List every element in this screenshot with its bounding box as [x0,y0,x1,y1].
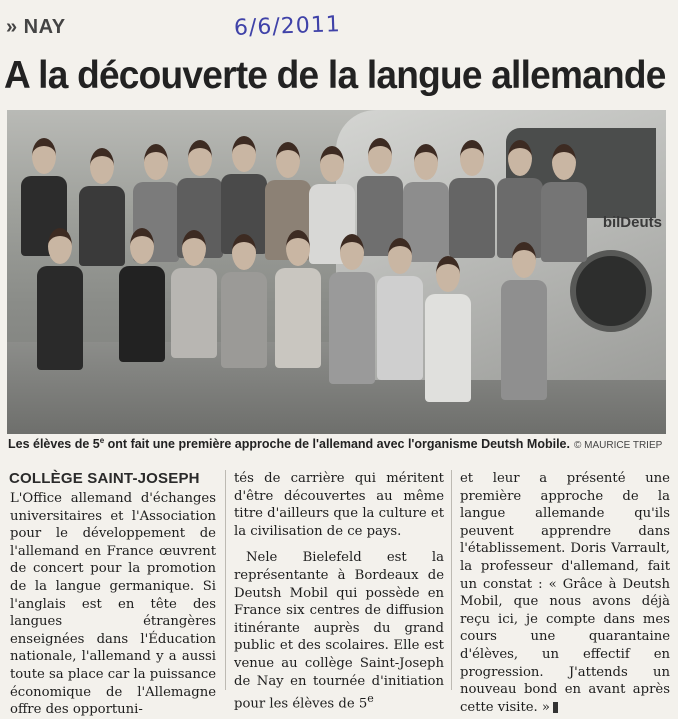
photo-person [377,238,423,380]
article-column-2 [234,470,444,713]
column-divider [225,470,226,690]
column-2-superscript: e [367,692,374,706]
caption-superscript: e [99,436,105,445]
photo-person [37,228,83,370]
photo-credit: © MAURICE TRIEP [573,440,663,452]
photo-van-lettering: bilDeuts [602,214,662,231]
photo-person [501,242,547,400]
caption-text-start: Les élèves de 5 [8,437,100,452]
section-rubric: » NAY [6,16,66,38]
photo-person [329,234,375,384]
photo-person [221,234,267,368]
handwritten-date: 6/6/2011 [233,12,342,41]
photo-person [497,140,543,258]
photo-students-group [7,110,666,434]
photo-person [449,140,495,258]
column-3-text-body: et leur a présenté une première approche de la langue allemande qu'ils peuvent apprendre dans l'établissement. Doris Varrault, la professeur d'allemand, fait un constat : « Grâce à Deutsh Mobil, que nous avons déjà reçu ici, je compte dans mes cours une quarantaine d'élèves, un effectif en progression. J'attends un nouveau bond en avant après cette visite. » [460,471,670,715]
photo-person [119,228,165,362]
column-2-paragraph-1: tés de carrière qui méritent d'être découvertes au même titre d'ailleurs que la culture et la civilisation de ce pays. [234,471,444,539]
column-divider [451,470,452,690]
photo-person [425,256,471,402]
article-column-3 [460,470,670,716]
photo-caption [8,436,674,451]
photo-person [171,230,217,358]
article-kicker: COLLÈGE SAINT-JOSEPH [9,470,200,487]
headline: A la découverte de la langue allemande [4,54,666,97]
column-2-paragraph-2-text: Nele Bielefeld est la représentante à Bordeaux de Deutsh Mobil qui possède en France six centres de diffusion itinérante auprès du grand public et des scolaires. Elle est venue au collège Saint-Joseph de Nay en tournée d'initiation pour les élèves de 5 [234,550,444,712]
article-column-1 [10,490,216,719]
group-photo [7,110,666,434]
column-1-text: L'Office allemand d'échanges universitaires et l'Association pour le développement de l'allemand en France œuvrent de concert pour la promotion de la langue germanique. Si l'anglais est en tête des langues étrangères enseignées dans l'Éducation nationale, l'allemand y a aussi toute sa place car la puissance économique de l'Allemagne offre des opportuni- [10,491,217,718]
column-3-text [460,470,670,716]
photo-person [541,144,587,262]
caption-text-end: ont fait une première approche de l'allemand avec l'organisme Deutsh Mobile. [104,437,570,452]
end-of-article-mark [553,702,558,713]
column-2-paragraph-2 [234,549,444,713]
photo-person [275,230,321,368]
